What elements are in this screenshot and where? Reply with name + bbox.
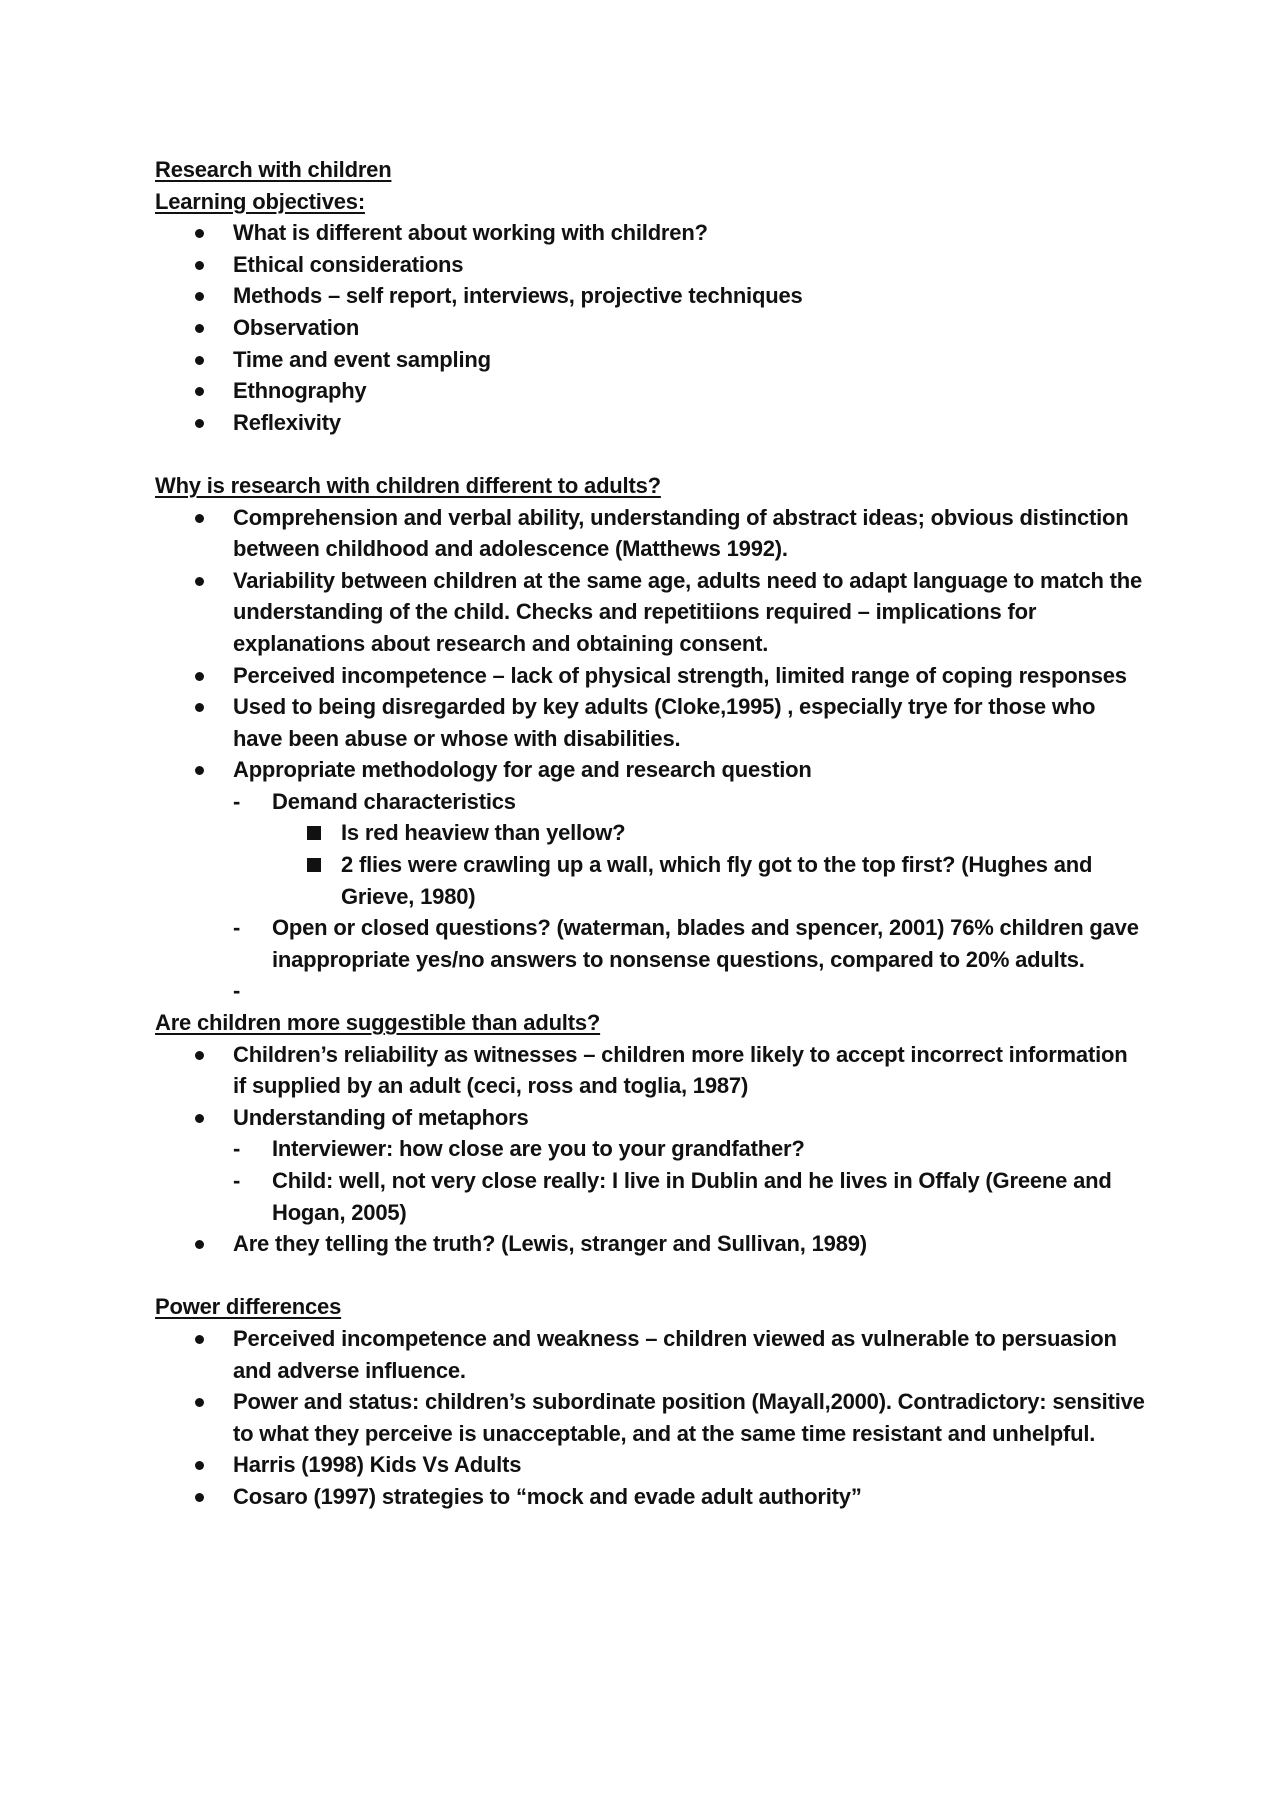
bullet-icon [195, 261, 204, 270]
document-title: Research with children [155, 157, 392, 182]
blank-line [155, 1260, 1145, 1292]
sub-list-item-text: Interviewer: how close are you to your grandfather? [272, 1136, 805, 1162]
list-item [155, 754, 1145, 786]
list-item [155, 249, 1145, 281]
nested-list-item [155, 849, 1145, 912]
suggestible-list [155, 1039, 1145, 1260]
list-item [155, 565, 1145, 660]
nested-list-item-text: 2 flies were crawling up a wall, which fly got to the top first? (Hughes and Grieve, 1980) [341, 852, 1093, 909]
nested-list-item [155, 817, 1145, 849]
bullet-icon [195, 387, 204, 396]
list-item-text: What is different about working with children? [233, 220, 708, 246]
bullet-icon [195, 1493, 204, 1502]
sub-list-item-text: Demand characteristics [272, 788, 516, 814]
bullet-icon [195, 1461, 204, 1470]
list-item-text: Time and event sampling [233, 346, 491, 372]
bullet-icon [195, 324, 204, 333]
list-item-text: Are they telling the truth? (Lewis, stranger and Sullivan, 1989) [233, 1231, 867, 1257]
list-item-text: Methods – self report, interviews, projective techniques [233, 283, 803, 309]
list-item-text: Reflexivity [233, 409, 341, 435]
document-body [155, 154, 1145, 1513]
blank-line [155, 438, 1145, 470]
dash-marker: - [233, 788, 241, 814]
list-item [155, 312, 1145, 344]
sub-list-item [155, 1133, 1145, 1165]
bullet-icon [195, 1335, 204, 1344]
square-bullet-icon [307, 858, 321, 872]
square-bullet-icon [307, 826, 321, 840]
nested-list-item-text: Is red heaview than yellow? [341, 820, 626, 846]
why-list [155, 502, 1145, 976]
list-item-text: Cosaro (1997) strategies to “mock and evade adult authority” [233, 1483, 862, 1509]
dash-marker: - [233, 915, 241, 941]
dash-marker: - [233, 1168, 241, 1193]
bullet-icon [195, 419, 204, 428]
sub-list-item [155, 1165, 1145, 1228]
list-item [155, 1386, 1145, 1449]
list-item-text: Understanding of metaphors [233, 1104, 529, 1130]
list-item [155, 344, 1145, 376]
list-item-text: Appropriate methodology for age and research question [233, 757, 812, 783]
bullet-icon [195, 356, 204, 365]
bullet-icon [195, 514, 204, 523]
bullet-icon [195, 1051, 204, 1060]
list-item [155, 217, 1145, 249]
bullet-icon [195, 1114, 204, 1123]
list-item-text: Ethnography [233, 378, 367, 404]
bullet-icon [195, 577, 204, 586]
sub-list-item [155, 912, 1145, 975]
list-item [155, 1323, 1145, 1386]
list-item-text: Used to being disregarded by key adults (Cloke,1995) , especially trye for those who have been abuse or whose with disabilities. [233, 694, 1096, 751]
dash-marker: - [233, 1136, 241, 1162]
bullet-icon [195, 292, 204, 301]
sub-list-item-text: Child: well, not very close really: I live in Dublin and he lives in Offaly (Greene and Hogan, 2005) [272, 1168, 1112, 1225]
list-item [155, 1102, 1145, 1134]
empty-dash-item: - [233, 978, 241, 1004]
sub-list-item-text: Open or closed questions? (waterman, blades and spencer, 2001) 76% children gave inappropriate yes/no answers to nonsense questions, compared to 20% adults. [272, 915, 1139, 972]
list-item-text: Ethical considerations [233, 251, 464, 277]
bullet-icon [195, 672, 204, 681]
list-item [155, 660, 1145, 692]
list-item-text: Comprehension and verbal ability, understanding of abstract ideas; obvious distinction between childhood and adolescence (Matthews 1992). [233, 504, 1129, 562]
objectives-heading: Learning objectives: [155, 188, 365, 214]
sub-list-item [155, 786, 1145, 818]
list-item [155, 691, 1145, 754]
bullet-icon [195, 229, 204, 238]
list-item [155, 1228, 1145, 1260]
list-item-text: Variability between children at the same age, adults need to adapt language to match the understanding of the child. Checks and repetitiions required – implications for explanations about research and obtaining consent. [233, 567, 1143, 656]
list-item [155, 502, 1145, 565]
list-item-text: Perceived incompetence – lack of physical strength, limited range of coping responses [233, 662, 1127, 688]
bullet-icon [195, 1398, 204, 1407]
list-item [155, 1481, 1145, 1513]
why-heading: Why is research with children different to adults? [155, 472, 661, 498]
bullet-icon [195, 766, 204, 775]
power-list [155, 1323, 1145, 1513]
list-item [155, 1039, 1145, 1102]
list-item-text: Perceived incompetence and weakness – children viewed as vulnerable to persuasion and adverse influence. [233, 1325, 1117, 1383]
list-item-text: Observation [233, 314, 360, 340]
list-item-text: Power and status: children’s subordinate position (Mayall,2000). Contradictory: sensitive to what they perceive is unacceptable, and at the same time resistant and unhelpful. [233, 1389, 1145, 1446]
bullet-icon [195, 703, 204, 712]
objectives-list [155, 217, 1145, 438]
list-item-text: Children’s reliability as witnesses – children more likely to accept incorrect information if supplied by an adult (ceci, ross and toglia, 1987) [233, 1041, 1128, 1099]
suggestible-heading: Are children more suggestible than adults? [155, 1010, 601, 1036]
list-item [155, 280, 1145, 312]
list-item [155, 407, 1145, 439]
power-heading: Power differences [155, 1294, 342, 1320]
list-item-text: Harris (1998) Kids Vs Adults [233, 1452, 522, 1478]
bullet-icon [195, 1240, 204, 1249]
list-item [155, 1449, 1145, 1481]
list-item [155, 375, 1145, 407]
